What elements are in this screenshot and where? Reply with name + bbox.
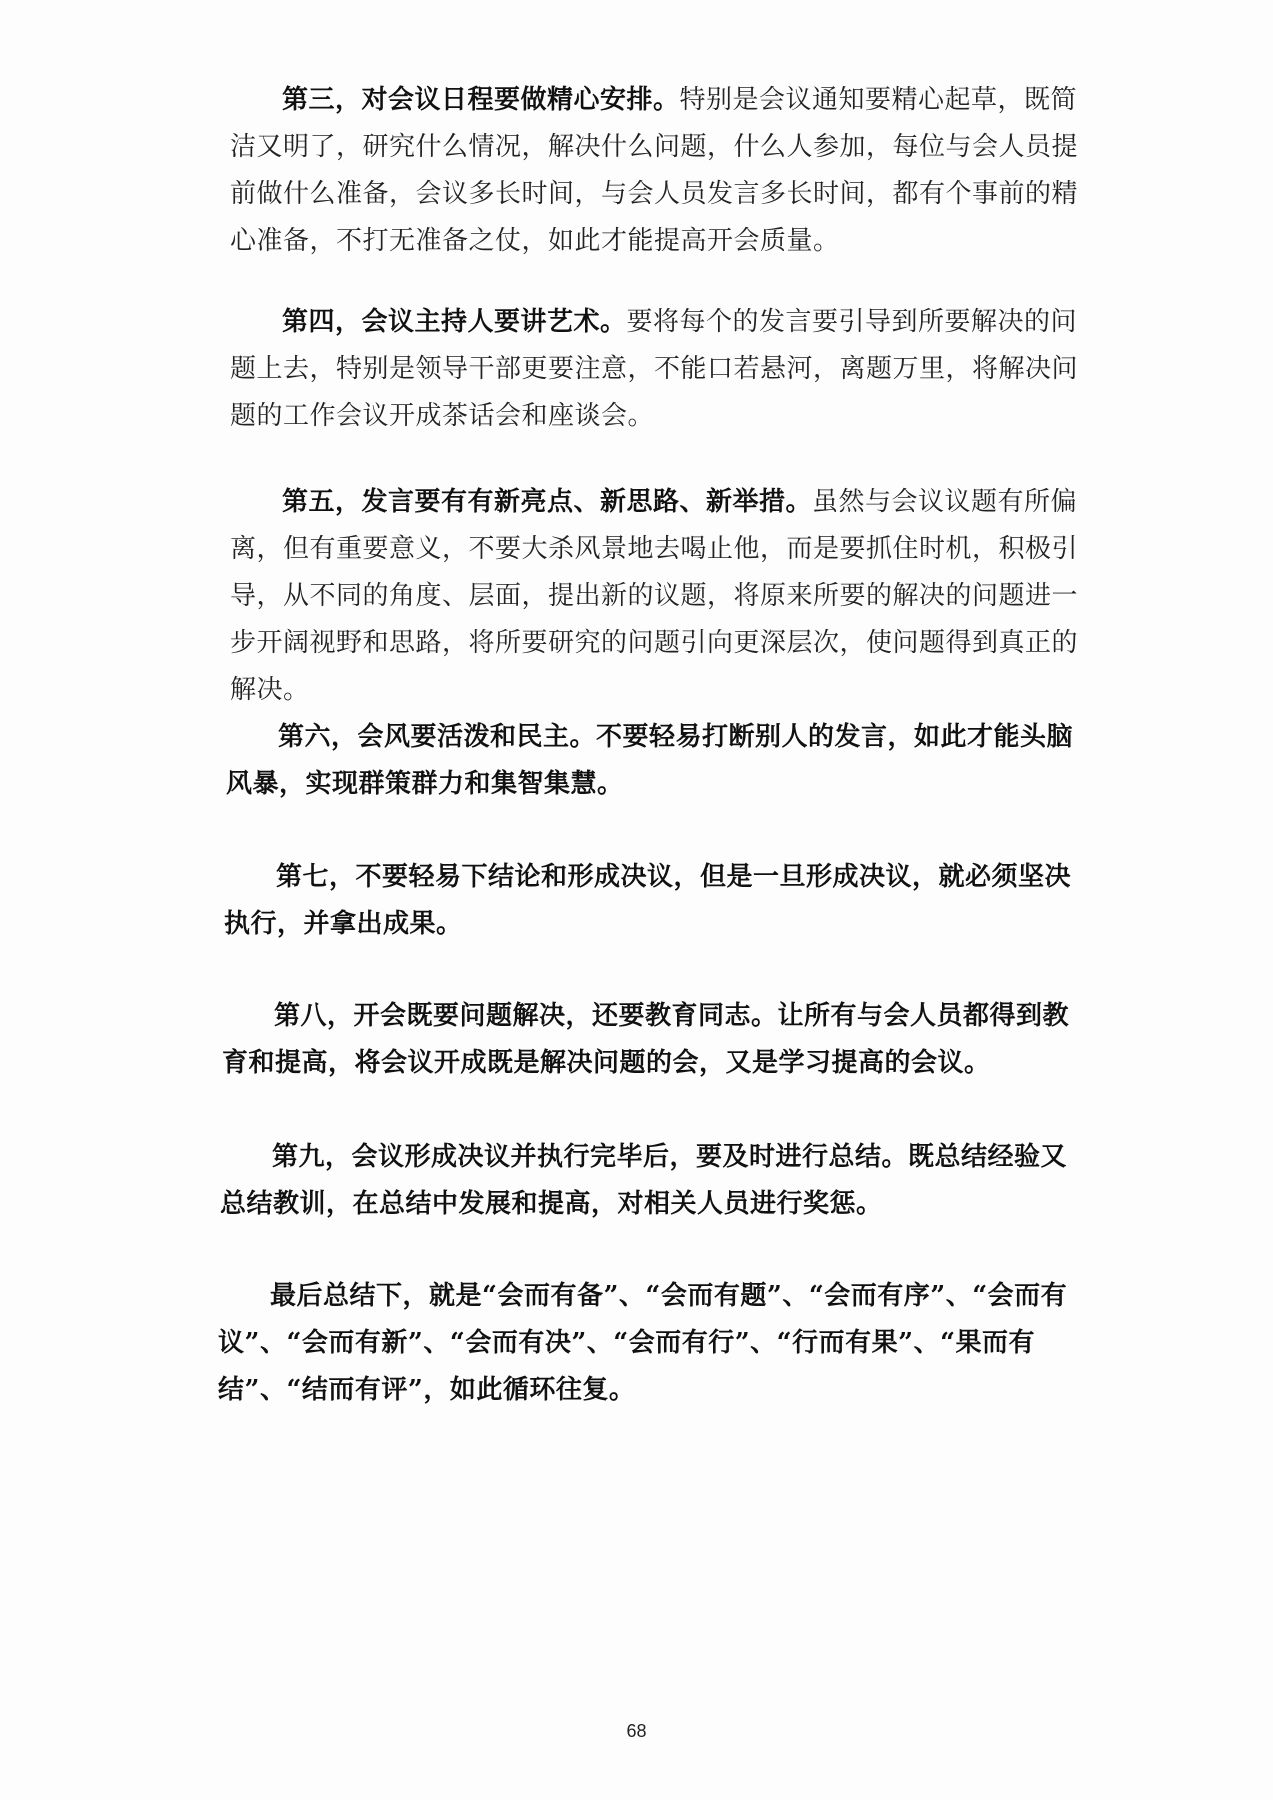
paragraph-lead: 第八， — [274, 1001, 354, 1031]
paragraph-body: 会议形成决议并执行完毕后，要及时进行总结。既总结经验又总结教训，在总结中发展和提高，对相关人员进行奖惩。 — [220, 1142, 1068, 1219]
paragraph-body: 不要轻易打断别人的发言，如此才能头脑风暴，实现群策群力和集智集慧。 — [226, 722, 1074, 799]
paragraph-fourth — [230, 299, 1100, 440]
paragraph-lead: 第四，会议主持人要讲艺术。 — [282, 307, 627, 337]
page-number: 68 — [626, 1721, 647, 1741]
paragraph-seventh — [224, 854, 1094, 948]
paragraph-lead: 第三，对会议日程要做精心安排。 — [282, 85, 680, 115]
paragraph-lead: 第七， — [276, 862, 356, 892]
paragraph-lead: 第九， — [272, 1142, 352, 1172]
paragraph-lead: 第六，会风要活泼和民主。 — [278, 722, 597, 752]
paragraph-body: 虽然与会议议题有所偏离，但有重要意义，不要大杀风景地去喝止他，而是要抓住时机，积极引导，从不同的角度、层面，提出新的议题，将原来所要的解决的问题进一步开阔视野和思路，将所要研究的问题引向更深层次，使问题得到真正的解决。 — [230, 487, 1079, 705]
paragraph-lead: 第五，发言要有有新亮点、新思路、新举措。 — [282, 487, 813, 517]
paragraph-body: 开会既要问题解决，还要教育同志。让所有与会人员都得到教育和提高，将会议开成既是解决问题的会，又是学习提高的会议。 — [222, 1001, 1070, 1078]
paragraph-third — [230, 77, 1100, 265]
paragraph-sixth — [226, 714, 1096, 808]
paragraph-body: 要将每个的发言要引导到所要解决的问题上去，特别是领导干部更要注意，不能口若悬河，离题万里，将解决问题的工作会议开成茶话会和座谈会。 — [230, 307, 1079, 431]
paragraph-body: 最后总结下，就是“会而有备”、“会而有题”、“会而有序”、“会而有议”、“会而有新”、“会而有决”、“会而有行”、“行而有果”、“果而有结”、“结而有评”，如此循环往复。 — [218, 1281, 1068, 1405]
paragraph-fifth — [230, 479, 1100, 714]
paragraph-body: 特别是会议通知要精心起草，既简洁又明了，研究什么情况，解决什么问题，什么人参加，每位与会人员提前做什么准备，会议多长时间，与会人员发言多长时间，都有个事前的精心准备，不打无准备之仗，如此才能提高开会质量。 — [230, 85, 1079, 256]
paragraph-body: 不要轻易下结论和形成决议，但是一旦形成决议，就必须坚决执行，并拿出成果。 — [224, 862, 1072, 939]
paragraph-ninth — [220, 1134, 1090, 1228]
paragraph-eighth — [222, 993, 1092, 1087]
paragraph-summary — [218, 1273, 1090, 1414]
